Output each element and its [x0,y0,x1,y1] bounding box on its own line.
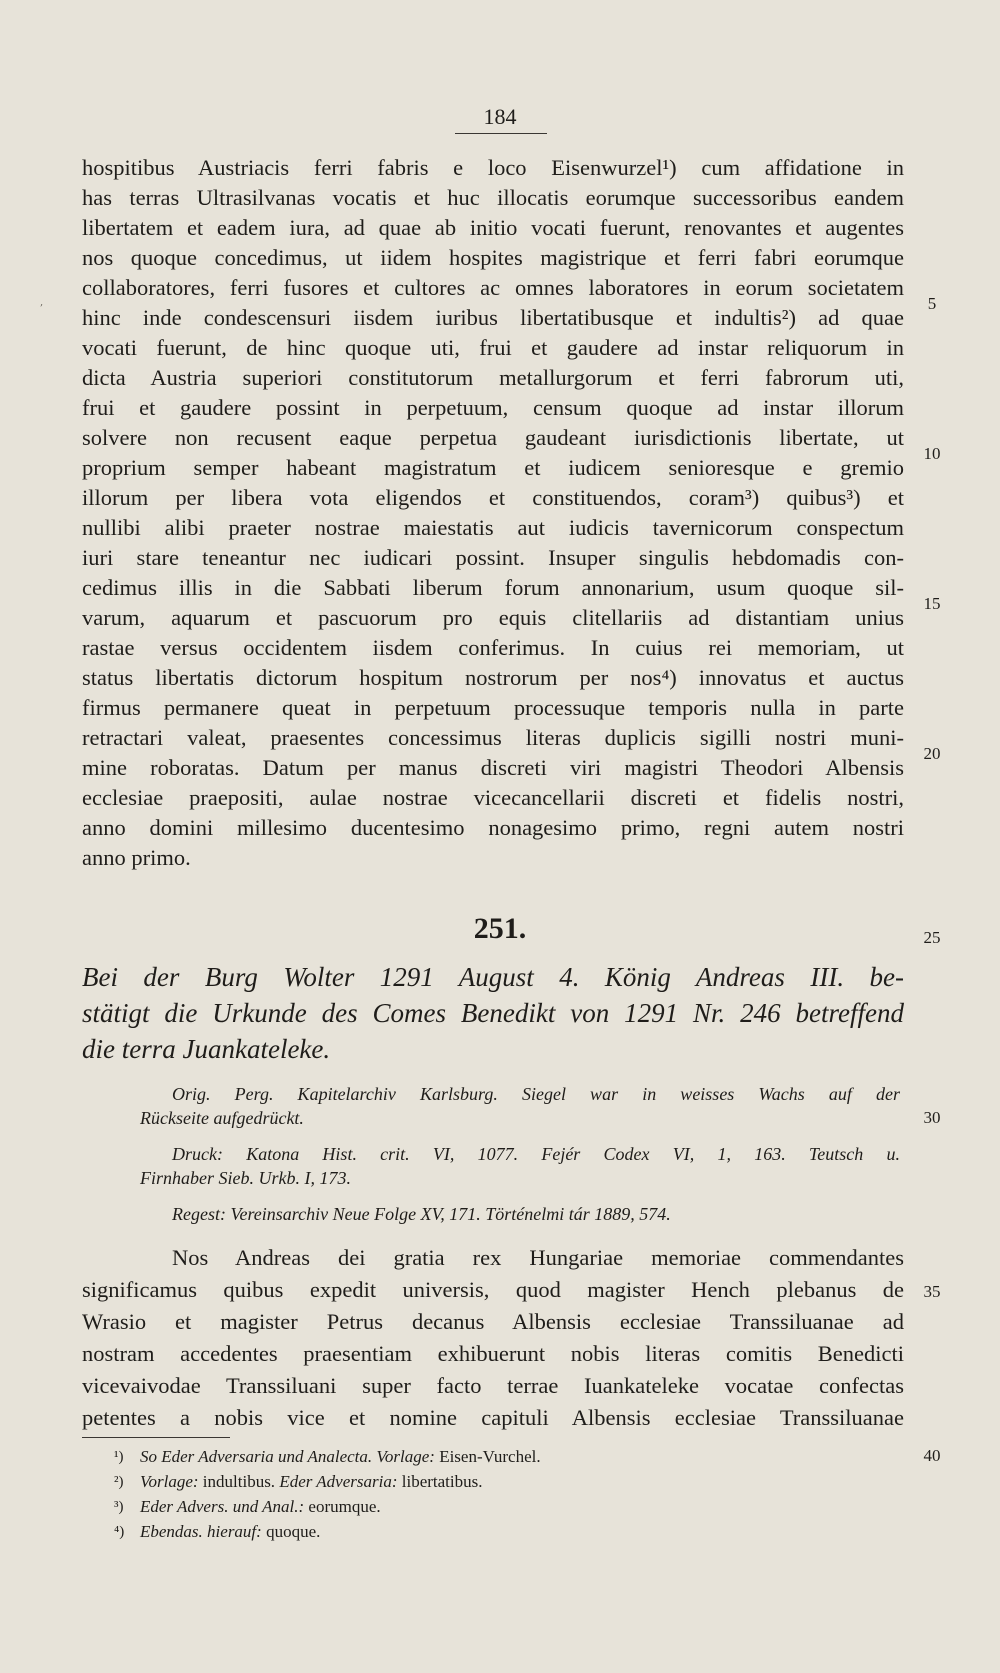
body-line: firmus permanere queat in perpetuum processuque temporis nulla in parte [82,695,904,720]
line-number: 20 [923,744,941,763]
footnote-italic: Ebendas. hierauf: [140,1522,262,1541]
body-line: solvere non recusent eaque perpetua gaudeant iurisdictionis libertate, ut [82,425,904,450]
body-line: hospitibus Austriacis ferri fabris e loco Eisenwurzel¹) cum affidatione in [82,155,904,180]
body-line: rastae versus occidentem iisdem conferimus. In cuius rei memoriam, ut [82,635,904,660]
footnote-italic: Eder Advers. und Anal.: [140,1497,305,1516]
body-line: retractari valeat, praesentes concessimus literas duplicis sigilli nostri muni- [82,725,904,750]
footnote-mark: ²) [114,1474,124,1490]
charter-line: Nos Andreas dei gratia rex Hungariae memoriae commendantes [172,1245,904,1270]
footnote-text: quoque. [261,1522,321,1541]
document-number: 251. [473,912,527,945]
footnote-rule [82,1437,230,1438]
charter-line: petentes a nobis vice et nomine capituli Albensis ecclesiae Transsiluanae [82,1405,904,1430]
footnote-italic: Eder Adversaria: [279,1472,398,1491]
body-line: libertatem et eadem iura, ad quae ab initio vocati fuerunt, renovantes et augentes [82,215,904,240]
body-line: status libertatis dictorum hospitum nostrorum per nos⁴) innovatus et auctus [82,665,904,690]
footnote-text: indultibus. [198,1472,280,1491]
source-original-cont: Rückseite aufgedrückt. [140,1108,304,1128]
body-line: ecclesiae praepositi, aulae nostrae vicecancellarii discreti et fidelis nostri, [82,785,904,810]
body-line: vocati fuerunt, de hinc quoque uti, frui et gaudere ad instar reliquorum in [82,335,904,360]
charter-line: vicevaivodae Transsiluani super facto terrae Iuankateleke vocatae confectas [82,1373,904,1398]
body-line: has terras Ultrasilvanas vocatis et huc illocatis eorumque successoribus eandem [82,185,904,210]
body-line: nullibi alibi praeter nostrae maiestatis aut iudicis tavernicorum conspectum [82,515,904,540]
line-number: 15 [923,594,941,613]
body-line: frui et gaudere possint in perpetuum, censum quoque ad instar illorum [82,395,904,420]
footnote-mark: ⁴) [114,1524,125,1540]
page-number: 184 [483,104,517,129]
body-line: proprium semper habeant magistratum et iudicem senioresque e gremio [82,455,904,480]
footnote [114,1496,381,1518]
footnote-mark: ³) [114,1499,124,1515]
body-line: iuri stare teneantur nec iudicari possint. Insuper singulis hebdomadis con- [82,545,904,570]
footnote [114,1446,541,1468]
footnote-text: libertatibus. [397,1472,483,1491]
body-line: anno primo. [82,845,191,870]
line-number: 25 [923,928,941,947]
source-print: Druck: Katona Hist. crit. VI, 1077. Fejér Codex VI, 1, 163. Teutsch u. [172,1144,900,1164]
footnote-mark: ¹) [114,1449,124,1465]
charter-line: Wrasio et magister Petrus decanus Albensis ecclesiae Transsiluanae ad [82,1309,904,1334]
body-line: mine roboratas. Datum per manus discreti viri magistri Theodori Albensis [82,755,904,780]
body-line: illorum per libera vota eligendos et constituendos, coram³) quibus³) et [82,485,904,510]
source-print-cont: Firnhaber Sieb. Urkb. I, 173. [140,1168,351,1188]
body-line: collaboratores, ferri fusores et cultores ac omnes laboratores in eorum societatem [82,275,904,300]
footnote-italic: Vorlage: [140,1472,199,1491]
body-line: anno domini millesimo ducentesimo nonagesimo primo, regni autem nostri [82,815,904,840]
footnote-italic: So Eder Adversaria und Analecta. Vorlage: [140,1447,435,1466]
heading-line: Bei der Burg Wolter 1291 August 4. König Andreas III. be- [82,962,904,992]
line-number: 5 [927,294,937,313]
line-number: 35 [923,1282,941,1301]
charter-line: significamus quibus expedit universis, quod magister Hench plebanus de [82,1277,904,1302]
body-line: varum, aquarum et pascuorum pro equis clitellariis ad distantiam unius [82,605,904,630]
charter-line: nostram accedentes praesentiam exhibuerunt nobis literas comitis Benedicti [82,1341,904,1366]
line-number: 10 [923,444,941,463]
footnote [114,1521,321,1543]
heading-line: stätigt die Urkunde des Comes Benedikt von 1291 Nr. 246 betreffend [82,998,904,1028]
source-regest: Regest: Vereinsarchiv Neue Folge XV, 171. Történelmi tár 1889, 574. [172,1204,671,1224]
margin-mark: , [40,297,44,308]
footnote [114,1471,483,1493]
heading-line: die terra Juankateleke. [82,1034,331,1064]
line-number: 30 [923,1108,941,1127]
page-number-rule [455,133,547,134]
footnote-text: Eisen-Vurchel. [434,1447,541,1466]
line-number: 40 [923,1446,941,1465]
footnote-text: eorumque. [304,1497,381,1516]
body-line: hinc inde condescensuri iisdem iuribus libertatibusque et indultis²) ad quae [82,305,904,330]
body-line: cedimus illis in die Sabbati liberum forum annonarium, usum quoque sil- [82,575,904,600]
body-line: dicta Austria superiori constitutorum metallurgorum et ferri fabrorum uti, [82,365,904,390]
body-line: nos quoque concedimus, ut iidem hospites magistrique et ferri fabri eorumque [82,245,904,270]
source-original: Orig. Perg. Kapitelarchiv Karlsburg. Siegel war in weisses Wachs auf der [172,1084,900,1104]
